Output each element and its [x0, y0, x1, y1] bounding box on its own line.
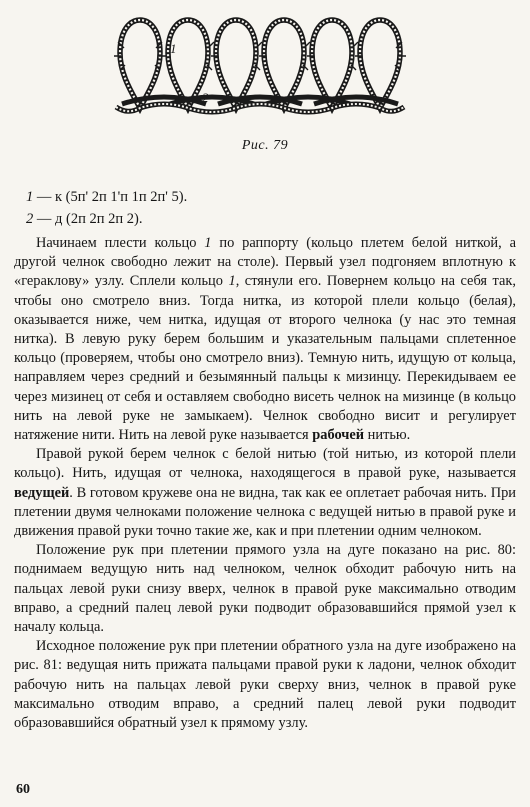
legend-text: — к (5п' 2п 1'п 1п 2п' 5).: [33, 189, 188, 205]
figure-caption: Рис. 79: [241, 138, 289, 153]
legend-text: — д (2п 2п 2п 2).: [33, 211, 143, 227]
tatting-figure: [110, 8, 410, 123]
text-run: нитью.: [364, 427, 411, 444]
term-leading: ведущей: [14, 484, 70, 501]
body-text: [14, 234, 516, 733]
text-run: Правой рукой берем челнок с белой нитью (той нитью, из которой плели кольцо). Нить, идущая от челнока, находящегося в правой руке, называется: [14, 446, 516, 482]
legend-line-2: [26, 208, 187, 230]
legend-num: 2: [26, 211, 34, 227]
text-run: . В готовом кружеве она не видна, так как ее оплетает рабочая нить. При плетении двумя челноками положение челнока с ведущей нитью в правой руке и движения правой руки точно такие же, как и при плетении одним челноком.: [14, 484, 516, 540]
paragraph-1: [14, 234, 516, 445]
text-run: , стянули его. Повернем кольцо на себя так, чтобы оно смотрело вниз. Тогда нитка, из которой плели кольцо (белая), оказывается ниже, чем нитка, идущая от второго челнока (у нас это темная нитка). В левую руку берем большим и указательным пальцами сплетенное кольцо (проверяем, чтобы оно смотрело вниз). Темную нить, идущую от кольца, направляем через средний и безымянный пальцы к мизинцу. Перекидываем ее через мизинец от себя и оставляем свободно висеть челнок на мизинце (в кольцо нить на левой руке не замыкаем). Челнок свободно висит и регулирует натяжение нити. Нить на левой руке называется: [14, 273, 516, 444]
paragraph-4: Исходное положение рук при плетении обратного узла на дуге изображено на рис. 81: ведущая нить прижата пальцами правой руки к ладони, челнок обходит рабочую нить на пальцах левой руки сверху вниз, челнок в правой руке максимально отводим вправо, а средний палец левой руки подводит образовавшийся обратный узел к прямому узлу.: [14, 638, 516, 732]
legend-line-1: [26, 186, 187, 208]
paragraph-2: [14, 445, 516, 541]
page-number: 60: [16, 782, 30, 797]
term-working: рабочей: [312, 427, 365, 444]
figure-legend: [26, 186, 187, 230]
text-run: Начинаем плести кольцо: [36, 235, 205, 251]
figure-label-ring: 1: [170, 41, 177, 56]
ring-number: 1: [228, 273, 236, 290]
tatting-diagram: [110, 8, 410, 123]
text-run: по раппорту (кольцо плетем белой ниткой, а другой челнок свободно лежит на столе). Первый узел подгоняем вплотную к «гераклову» узлу. Сплели кольцо: [14, 235, 516, 290]
legend-num: 1: [26, 189, 34, 205]
ring-number: 1: [204, 235, 212, 251]
figure-label-chain: 2: [202, 90, 209, 105]
paragraph-3: Положение рук при плетении прямого узла на дуге показано на рис. 80: поднимаем ведущую нить над челноком, челнок обходит рабочую нить на пальцах левой руки снизу вверх, челнок в правой руке максимально отводим вправо, а средний палец левой руки подводит образовавшийся прямой узел к началу кольца.: [14, 542, 516, 636]
